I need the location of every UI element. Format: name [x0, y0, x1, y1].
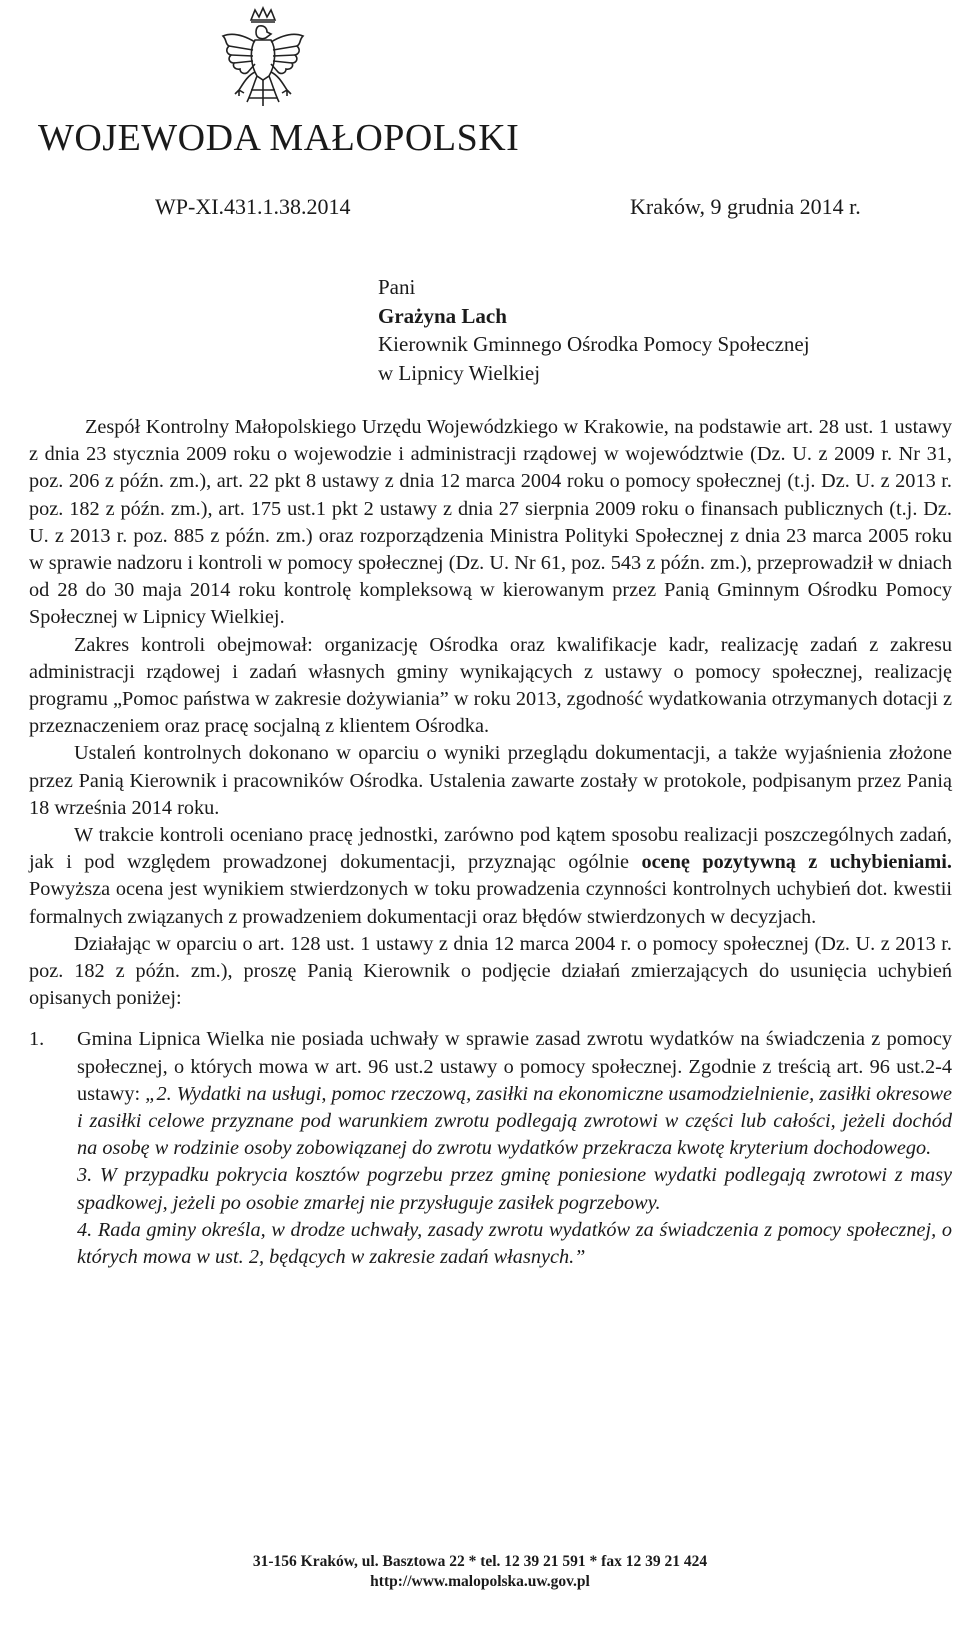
paragraph-scope: Zakres kontroli obejmował: organizację Ośrodka oraz kwalifikacje kadr, realizację zadań z zakresu administracji rządowej i zadań własnych gminy wynikających z ustawy o pomocy społecznej, realizację programu „Pomoc państwa w zakresie dożywiania” w roku 2013, zgodność wydatkowania otrzymanych dotacji z przeznaczeniem oraz pracę socjalną z klientem Ośrodka.: [29, 633, 952, 738]
letter-body: [29, 414, 952, 1271]
list-item-quote-4: 4. Rada gminy określa, w drodze uchwały, zasady zwrotu wydatków za świadczenia z pomocy społecznej, o których mowa w ust. 2, będących w zakresie zadań własnych.”: [77, 1218, 952, 1269]
list-item: [29, 1026, 952, 1162]
paragraph-assessment: [29, 822, 952, 931]
addressee-name: Grażyna Lach: [378, 303, 507, 328]
addressee-position: Kierownik Gminnego Ośrodka Pomocy Społecznej: [378, 332, 810, 356]
addressee-block: [378, 273, 810, 387]
addressee-salutation: Pani: [378, 275, 416, 299]
assessment-text-before: W trakcie kontroli oceniano pracę jednostki, zarówno pod kątem sposobu realizacji poszczególnych zadań, jak i pod względem prowadzonej dokumentacji, przyznając ogólnie: [29, 824, 952, 874]
list-item-quote-2: „2. Wydatki na usługi, pomoc rzeczową, zasiłki na ekonomiczne usamodzielnienie, zasiłki okresowe i zasiłki celowe przyznane pod warunkiem zwrotu podlegają zwrotowi w części lub całości, jeżeli dochód na osobę w rodzinie osoby zobowiązanej do zwrotu wydatków przekracza kwotę kryterium dochodowego.: [77, 1082, 953, 1160]
list-item-quote-3: 3. W przypadku pokrycia kosztów pogrzebu przez gminę poniesione wydatki podlegają zwrotowi z masy spadkowej, jeżeli po osobie zmarłej nie przysługuje zasiłek pogrzebowy.: [77, 1164, 952, 1214]
footer-website-link[interactable]: http://www.malopolska.uw.gov.pl: [370, 1573, 590, 1590]
paragraph-findings: Ustaleń kontrolnych dokonano w oparciu o wyniki przeglądu dokumentacji, a także wyjaśnienia złożone przez Panią Kierownik i pracowników Ośrodka. Ustalenia zawarte zostały w protokole, podpisanym przez Panią 18 września 2014 roku.: [29, 742, 952, 819]
list-item-number: 1.: [29, 1028, 45, 1051]
state-emblem-eagle-icon: [215, 6, 311, 116]
place-and-date: Kraków, 9 grudnia 2014 r.: [630, 194, 861, 219]
assessment-text-after: Powyższa ocena jest wynikiem stwierdzonych w toku prowadzenia czynności kontrolnych uchybień dot. kwestii formalnych związanych z prowadzeniem dokumentacji oraz błędów stwierdzonych w decyzjach.: [29, 878, 952, 928]
paragraph-legal-basis: Zespół Kontrolny Małopolskiego Urzędu Wojewódzkiego w Krakowie, na podstawie art. 28 ust. 1 ustawy z dnia 23 stycznia 2009 roku o wojewodzie i administracji rządowej w województwie (Dz. U. z 2009 r. Nr 31, poz. 206 z późn. zm.), art. 22 pkt 8 ustawy z dnia 12 marca 2004 roku o pomocy społecznej (t.j. Dz. U. z 2013 r. poz. 182 z późn. zm.), art. 175 ust.1 pkt 2 ustawy z dnia 27 sierpnia 2009 roku o finansach publicznych (t.j. Dz. U. z 2013 r. poz. 885 z późn. zm.) oraz rozporządzenia Ministra Polityki Społecznej z dnia 23 marca 2005 roku w sprawie nadzoru i kontroli w pomocy społecznej (Dz. U. Nr 61, poz. 543 z późn. zm.), przeprowadził w dniach od 28 do 30 maja 2014 roku kontrolę kompleksową w kierowanym przez Panią Gminnym Ośrodku Pomocy Społecznej w Lipnicy Wielkiej.: [29, 416, 952, 629]
list-item-text: Gmina Lipnica Wielka nie posiada uchwały w sprawie zasad zwrotu wydatków na świadczenia z pomocy społecznej, o których mowa w art. 96 ust.2 ustawy o pomocy społecznej. Zgodnie z treścią art. 96 ust.2-4 ustawy:: [77, 1028, 952, 1105]
footer-address: 31-156 Kraków, ul. Basztowa 22 * tel. 12 39 21 591 * fax 12 39 21 424: [252, 1553, 708, 1570]
assessment-rating: ocenę pozytywną z uchybieniami.: [641, 851, 952, 874]
reference-number: WP-XI.431.1.38.2014: [155, 194, 351, 219]
paragraph-request: Działając w oparciu o art. 128 ust. 1 ustawy z dnia 12 marca 2004 r. o pomocy społecznej (Dz. U. z 2013 r. poz. 182 z późn. zm.), proszę Panią Kierownik o podjęcie działań zmierzających do usunięcia uchybień opisanych poniżej:: [29, 932, 952, 1010]
addressee-location: w Lipnicy Wielkiej: [378, 360, 541, 385]
footer: [0, 1552, 960, 1592]
issuing-authority: WOJEWODA MAŁOPOLSKI: [38, 117, 520, 159]
